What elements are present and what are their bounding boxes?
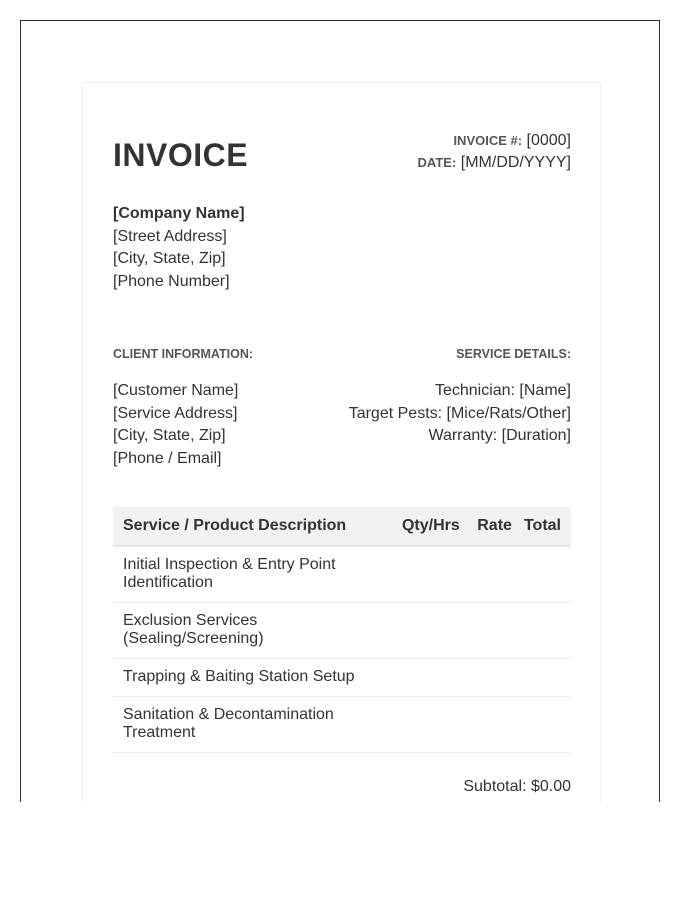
- row-qty: [393, 546, 470, 603]
- row-rate: [470, 546, 522, 603]
- column-header-qty: Qty/Hrs: [393, 507, 470, 546]
- service-technician: Technician: [Name]: [434, 382, 571, 399]
- invoice-meta: [418, 130, 571, 174]
- company-name: [Company Name]: [113, 205, 245, 222]
- service-block: [349, 380, 571, 448]
- client-heading: CLIENT INFORMATION:: [113, 347, 254, 361]
- column-header-description: Service / Product Description: [113, 507, 393, 546]
- service-target-pests: Target Pests: [Mice/Rats/Other]: [348, 404, 571, 422]
- row-description: Exclusion Services (Sealing/Screening): [113, 603, 393, 659]
- client-block: [113, 380, 238, 470]
- invoice-number-value: [0000]: [526, 132, 571, 149]
- invoice-content: [113, 83, 571, 795]
- row-description: Sanitation & Decontamination Treatment: [113, 697, 393, 753]
- row-description: Initial Inspection & Entry Point Identification: [113, 546, 393, 603]
- company-phone: [Phone Number]: [113, 272, 230, 290]
- column-header-rate: Rate: [470, 507, 522, 546]
- table-row: [113, 603, 571, 659]
- row-total: [522, 659, 571, 697]
- invoice-title: INVOICE: [113, 137, 249, 173]
- company-city: [City, State, Zip]: [113, 250, 226, 267]
- service-heading: SERVICE DETAILS:: [456, 347, 571, 361]
- document-frame: [20, 20, 660, 802]
- client-contact: [Phone / Email]: [113, 449, 222, 467]
- table-header-row: [113, 507, 571, 546]
- client-name: [Customer Name]: [113, 382, 239, 399]
- row-rate: [470, 603, 522, 659]
- company-block: [113, 203, 245, 293]
- invoice-number-label: INVOICE #:: [453, 133, 523, 148]
- invoice-date-label: DATE:: [417, 155, 457, 170]
- invoice-date-line: [418, 152, 571, 174]
- invoice-header: [113, 83, 571, 203]
- service-warranty: Warranty: [Duration]: [428, 427, 571, 444]
- column-header-total: Total: [522, 507, 571, 546]
- row-total: [522, 603, 571, 659]
- table-row: [113, 659, 571, 697]
- invoice-page: [82, 82, 601, 802]
- invoice-date-value: [MM/DD/YYYY]: [460, 154, 571, 171]
- row-qty: [393, 697, 470, 753]
- subtotal: Subtotal: $0.00: [463, 778, 571, 795]
- row-total: [522, 546, 571, 603]
- client-city: [City, State, Zip]: [113, 427, 226, 444]
- row-description: Trapping & Baiting Station Setup: [113, 659, 393, 697]
- table-row: [113, 697, 571, 753]
- line-items-table: [113, 507, 571, 753]
- row-rate: [470, 697, 522, 753]
- row-rate: [470, 659, 522, 697]
- row-qty: [393, 603, 470, 659]
- row-total: [522, 697, 571, 753]
- client-address: [Service Address]: [113, 404, 238, 422]
- company-street: [Street Address]: [113, 227, 227, 245]
- table-row: [113, 546, 571, 603]
- row-qty: [393, 659, 470, 697]
- invoice-number-line: [418, 130, 571, 152]
